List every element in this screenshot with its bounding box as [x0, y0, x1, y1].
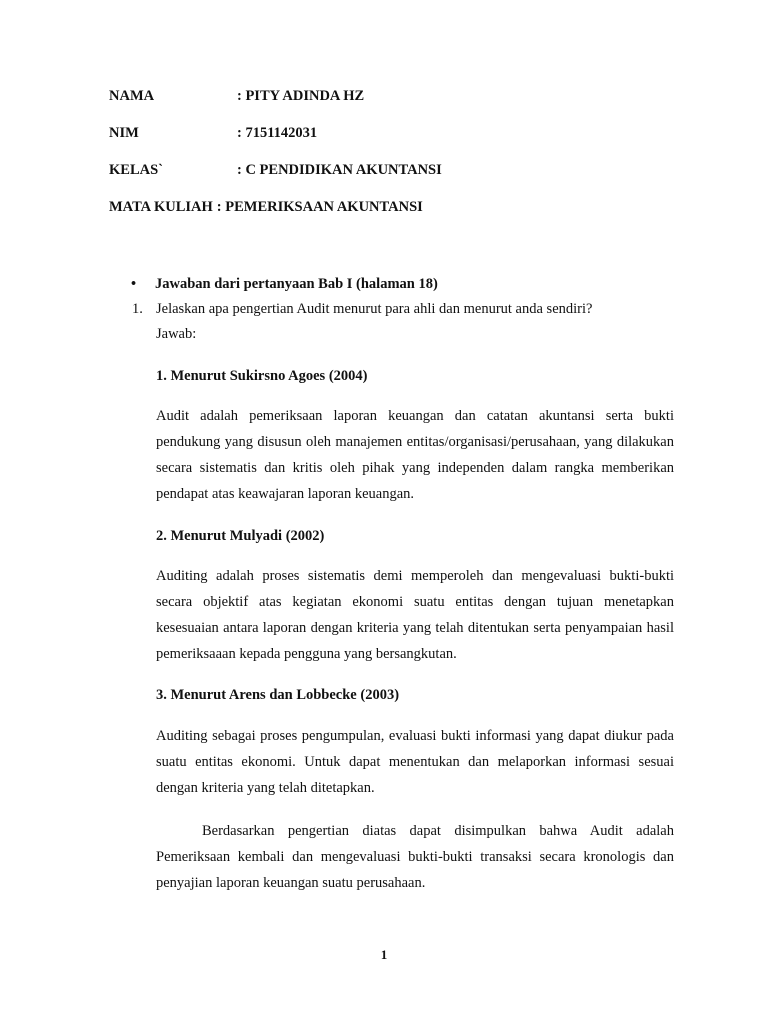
header-value: : C PENDIDIKAN AKUNTANSI — [237, 162, 442, 178]
header-row-nama — [109, 88, 364, 105]
page-number: 1 — [380, 947, 388, 962]
header-row-mata-kuliah — [109, 199, 423, 216]
bullet-text: Jawaban dari pertanyaan Bab I (halaman 18) — [155, 276, 438, 292]
header-value: : PEMERIKSAAN AKUNTANSI — [216, 199, 423, 215]
header-label: NAMA — [109, 88, 155, 104]
header-value: : PITY ADINDA HZ — [237, 88, 365, 104]
header-label: KELAS` — [109, 162, 163, 178]
header-label: NIM — [109, 125, 139, 141]
section-body: Auditing adalah proses sistematis demi memperoleh dan mengevaluasi bukti-bukti secara objektif atas kegiatan ekonomi suatu entitas dengan tujuan menetapkan kesesuaian antara laporan dengan kriteria yang telah ditentukan serta penyampaian hasil pemeriksaaan kepada pengguna yang bersangkutan. — [156, 568, 674, 662]
question-text: Jelaskan apa pengertian Audit menurut para ahli dan menurut anda sendiri? — [156, 301, 593, 317]
bullet-heading — [131, 276, 438, 293]
conclusion-paragraph: Berdasarkan pengertian diatas dapat disimpulkan bahwa Audit adalah Pemeriksaan kembali dan mengevaluasi bukti-bukti transaksi secara kronologis dan penyajian laporan keuangan suatu perusahaan. — [156, 823, 674, 891]
bullet-icon: • — [131, 276, 137, 292]
header-label: MATA KULIAH — [109, 199, 213, 215]
section-heading: 3. Menurut Arens dan Lobbecke (2003) — [156, 687, 400, 703]
question-line — [132, 301, 592, 318]
header-row-kelas — [109, 162, 442, 179]
question-number: 1. — [132, 301, 143, 317]
section-heading: 2. Menurut Mulyadi (2002) — [156, 528, 325, 544]
header-row-nim — [109, 125, 317, 142]
answer-label: Jawab: — [156, 326, 197, 342]
section-body: Audit adalah pemeriksaan laporan keuangan dan catatan akuntansi serta bukti pendukung yang disusun oleh manajemen entitas/organisasi/perusahaan, yang dilakukan secara sistematis dan kritis oleh pihak yang independen dalam rangka memberikan pendapat atas keawajaran laporan keuangan. — [156, 408, 674, 502]
section-body: Auditing sebagai proses pengumpulan, evaluasi bukti informasi yang dapat diukur pada suatu entitas ekonomi. Untuk dapat menentukan dan melaporkan informasi sesuai dengan kriteria yang telah ditetapkan. — [156, 728, 674, 796]
section-heading: 1. Menurut Sukirsno Agoes (2004) — [156, 368, 368, 384]
header-value: : 7151142031 — [237, 125, 318, 141]
